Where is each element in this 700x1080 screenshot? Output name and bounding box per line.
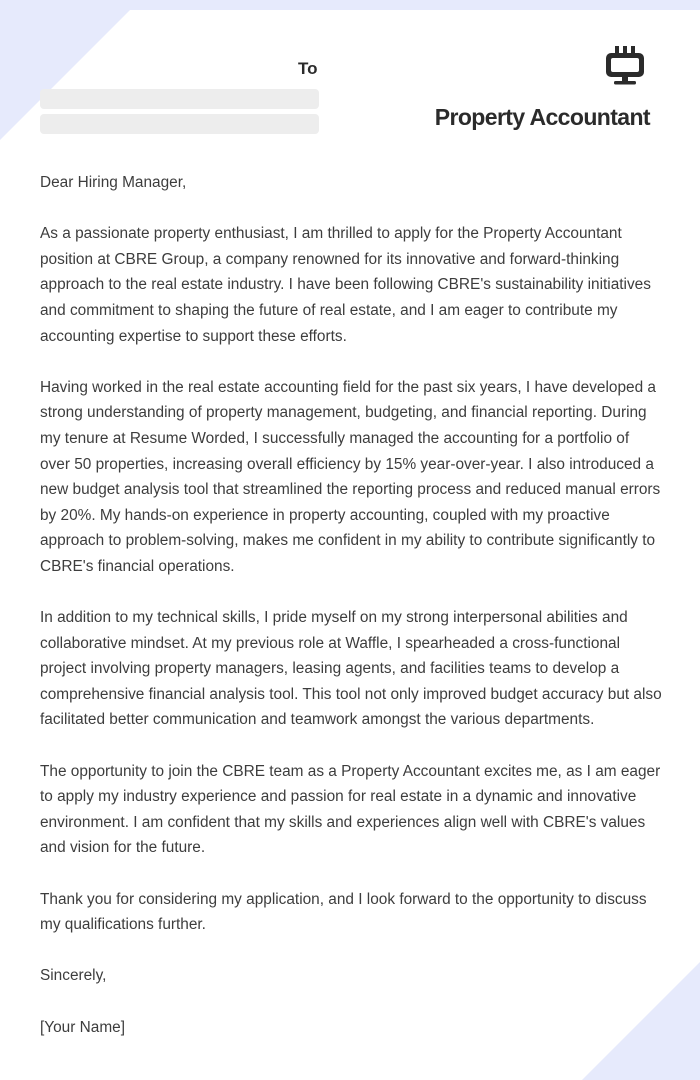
building-icon <box>602 44 648 86</box>
body-paragraph: As a passionate property enthusiast, I am thrilled to apply for the Property Accountant position at CBRE Group, a company renowned for its innovative and forward-thinking approach to the real estate industry. I have been following CBRE's sustainability initiatives and commitment to shaping the future of real estate, and I am eager to contribute my accounting expertise to support these efforts. <box>40 225 651 345</box>
body-paragraph: Having worked in the real estate accounting field for the past six years, I have developed a strong understanding of property management, budgeting, and financial reporting. During my tenure at Resume Worded, I successfully managed the accounting for a portfolio of over 50 properties, increasing overall efficiency by 15% year-over-year. I also introduced a new budget analysis tool that streamlined the reporting process and reduced manual errors by 20%. My hands-on experience in property accounting, coupled with my proactive approach to problem-solving, makes me confident in my ability to contribute significantly to CBRE's financial operations. <box>40 378 661 575</box>
signature: [Your Name] <box>40 1018 125 1036</box>
recipient-name-placeholder <box>40 89 319 109</box>
letter-body <box>40 170 662 1066</box>
closing: Sincerely, <box>40 967 107 985</box>
body-paragraph: The opportunity to join the CBRE team as a Property Accountant excites me, as I am eager to apply my industry experience and passion for real estate in a dynamic and innovative environment. I am confident that my skills and experiences align well with CBRE's values and vision for the future. <box>40 762 661 857</box>
job-title: Property Accountant <box>434 104 650 130</box>
recipient-label: To <box>298 59 318 78</box>
body-paragraph: Thank you for considering my application, and I look forward to the opportunity to discuss my qualifications further. <box>40 890 647 934</box>
body-paragraph: In addition to my technical skills, I pride myself on my strong interpersonal abilities and collaborative mindset. At my previous role at Waffle, I spearheaded a cross-functional project involving property managers, leasing agents, and facilities teams to develop a comprehensive financial analysis tool. This tool not only improved budget accuracy but also facilitated better communication and teamwork amongst the various departments. <box>40 609 662 729</box>
salutation: Dear Hiring Manager, <box>40 174 187 191</box>
recipient-address-placeholder <box>40 114 319 134</box>
